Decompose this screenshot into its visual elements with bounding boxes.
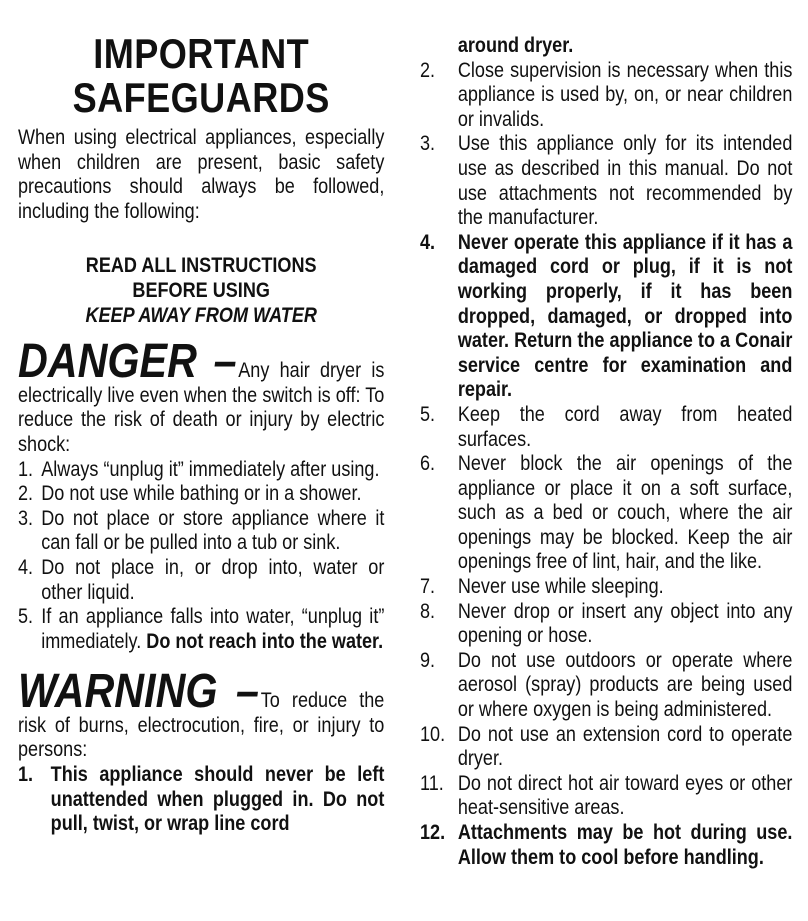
item-text: Always “unplug it” immediately after using. — [41, 457, 380, 481]
item-number: 4. — [420, 230, 436, 254]
item-text: Do not use an extension cord to operate dryer. — [457, 722, 793, 771]
list-item — [18, 556, 384, 605]
item-number: 12. — [420, 821, 446, 844]
item-text: Do not use while bathing or in a shower. — [41, 482, 362, 506]
list-item — [18, 605, 384, 654]
read-instructions-block — [18, 254, 384, 328]
item-text: Do not direct hot air toward eyes or other heat-sensitive areas. — [457, 771, 793, 820]
list-item — [18, 507, 384, 556]
list-item — [420, 600, 792, 649]
item-bold-text: Do not reach into the water. — [146, 629, 384, 653]
item-text: Never use while sleeping. — [457, 575, 664, 599]
item-text: Attachments may be hot during use. Allow them to cool before handling. — [457, 821, 793, 869]
list-item — [420, 59, 792, 133]
warning-list-start — [18, 763, 384, 837]
list-item — [18, 482, 384, 507]
item-number: 1. — [18, 763, 34, 787]
item-number: 2. — [18, 482, 34, 506]
list-item — [420, 403, 792, 452]
item-text: Never operate this appliance if it has a damaged cord or plug, if it is not working properly, if it has been dropped, damaged, or dropped into water. Return the appliance to a Conair service centre for examination and repair. — [457, 230, 793, 402]
item-text: Never drop or insert any object into any opening or hose. — [457, 599, 793, 648]
item-number: 3. — [420, 132, 436, 156]
list-item — [18, 458, 384, 483]
list-item — [420, 132, 792, 230]
warning-paragraph — [18, 665, 385, 763]
list-item — [420, 231, 792, 403]
item-text: This appliance should never be left unattended when plugged in. Do not pull, twist, or wrap line cord — [50, 763, 385, 836]
item-text: Do not place in, or drop into, water or other liquid. — [41, 555, 385, 604]
continuation-text: around dryer. — [457, 34, 574, 57]
list-item — [420, 723, 792, 772]
item-number: 4. — [18, 555, 34, 579]
item-text: Close supervision is necessary when this appliance is used by, on, or near children or invalids. — [457, 58, 793, 131]
item-number: 6. — [420, 452, 436, 476]
item-number: 9. — [420, 648, 436, 672]
warning-heading: WARNING – — [18, 665, 260, 719]
item-number: 5. — [420, 402, 436, 426]
item-text: Never block the air openings of the appliance or place it on a soft surface, such as a bed or couch, where the air openings may be blocked. Keep the air openings free of lint, hair, and the like. — [457, 452, 793, 574]
warning-list-continued — [420, 59, 792, 871]
list-item — [420, 821, 792, 870]
item-text: If an appliance falls into water, “unplug it” immediately. — [41, 605, 385, 653]
list-item — [18, 763, 384, 837]
danger-heading: DANGER – — [18, 335, 237, 389]
keep-away-from-water: KEEP AWAY FROM WATER — [85, 303, 317, 327]
item-number: 3. — [18, 506, 34, 530]
title-line-2: SAFEGUARDS — [72, 74, 330, 121]
item-text: Do not place or store appliance where it can fall or be pulled into a tub or sink. — [41, 506, 385, 555]
intro-paragraph: When using electrical appliances, especially when children are present, basic safety precautions should always be followed, including the following: — [18, 126, 385, 223]
title-line-1: IMPORTANT — [93, 30, 310, 77]
item-text: Keep the cord away from heated surfaces. — [457, 402, 793, 451]
item-number: 1. — [18, 457, 34, 481]
danger-paragraph — [18, 335, 385, 457]
list-item — [420, 772, 792, 821]
item-number: 8. — [420, 599, 436, 623]
item-number: 5. — [18, 605, 34, 629]
item-text: Use this appliance only for its intended use as described in this manual. Do not use attachments not recommended by the manufacturer. — [457, 132, 793, 230]
left-column — [18, 0, 384, 837]
read-instructions-line-2: BEFORE USING — [132, 278, 270, 302]
warning-text: To reduce the risk of burns, electrocution, fire, or injury to persons: — [18, 689, 385, 762]
item-number: 2. — [420, 58, 436, 82]
item-number: 10. — [420, 722, 446, 746]
right-column — [420, 0, 792, 870]
item-number: 11. — [420, 771, 444, 795]
list-item — [420, 452, 792, 575]
list-item — [420, 649, 792, 723]
item-number: 7. — [420, 575, 436, 599]
danger-text: Any hair dryer is electrically live even when the switch is off: To reduce the risk of death or injury by electric shock: — [18, 359, 385, 456]
read-instructions-line-1: READ ALL INSTRUCTIONS — [85, 254, 317, 278]
list-item — [420, 575, 792, 600]
item-text: Do not use outdoors or operate where aerosol (spray) products are being used or where oxygen is being administered. — [457, 648, 793, 722]
danger-list — [18, 458, 384, 655]
page-title — [18, 0, 384, 120]
